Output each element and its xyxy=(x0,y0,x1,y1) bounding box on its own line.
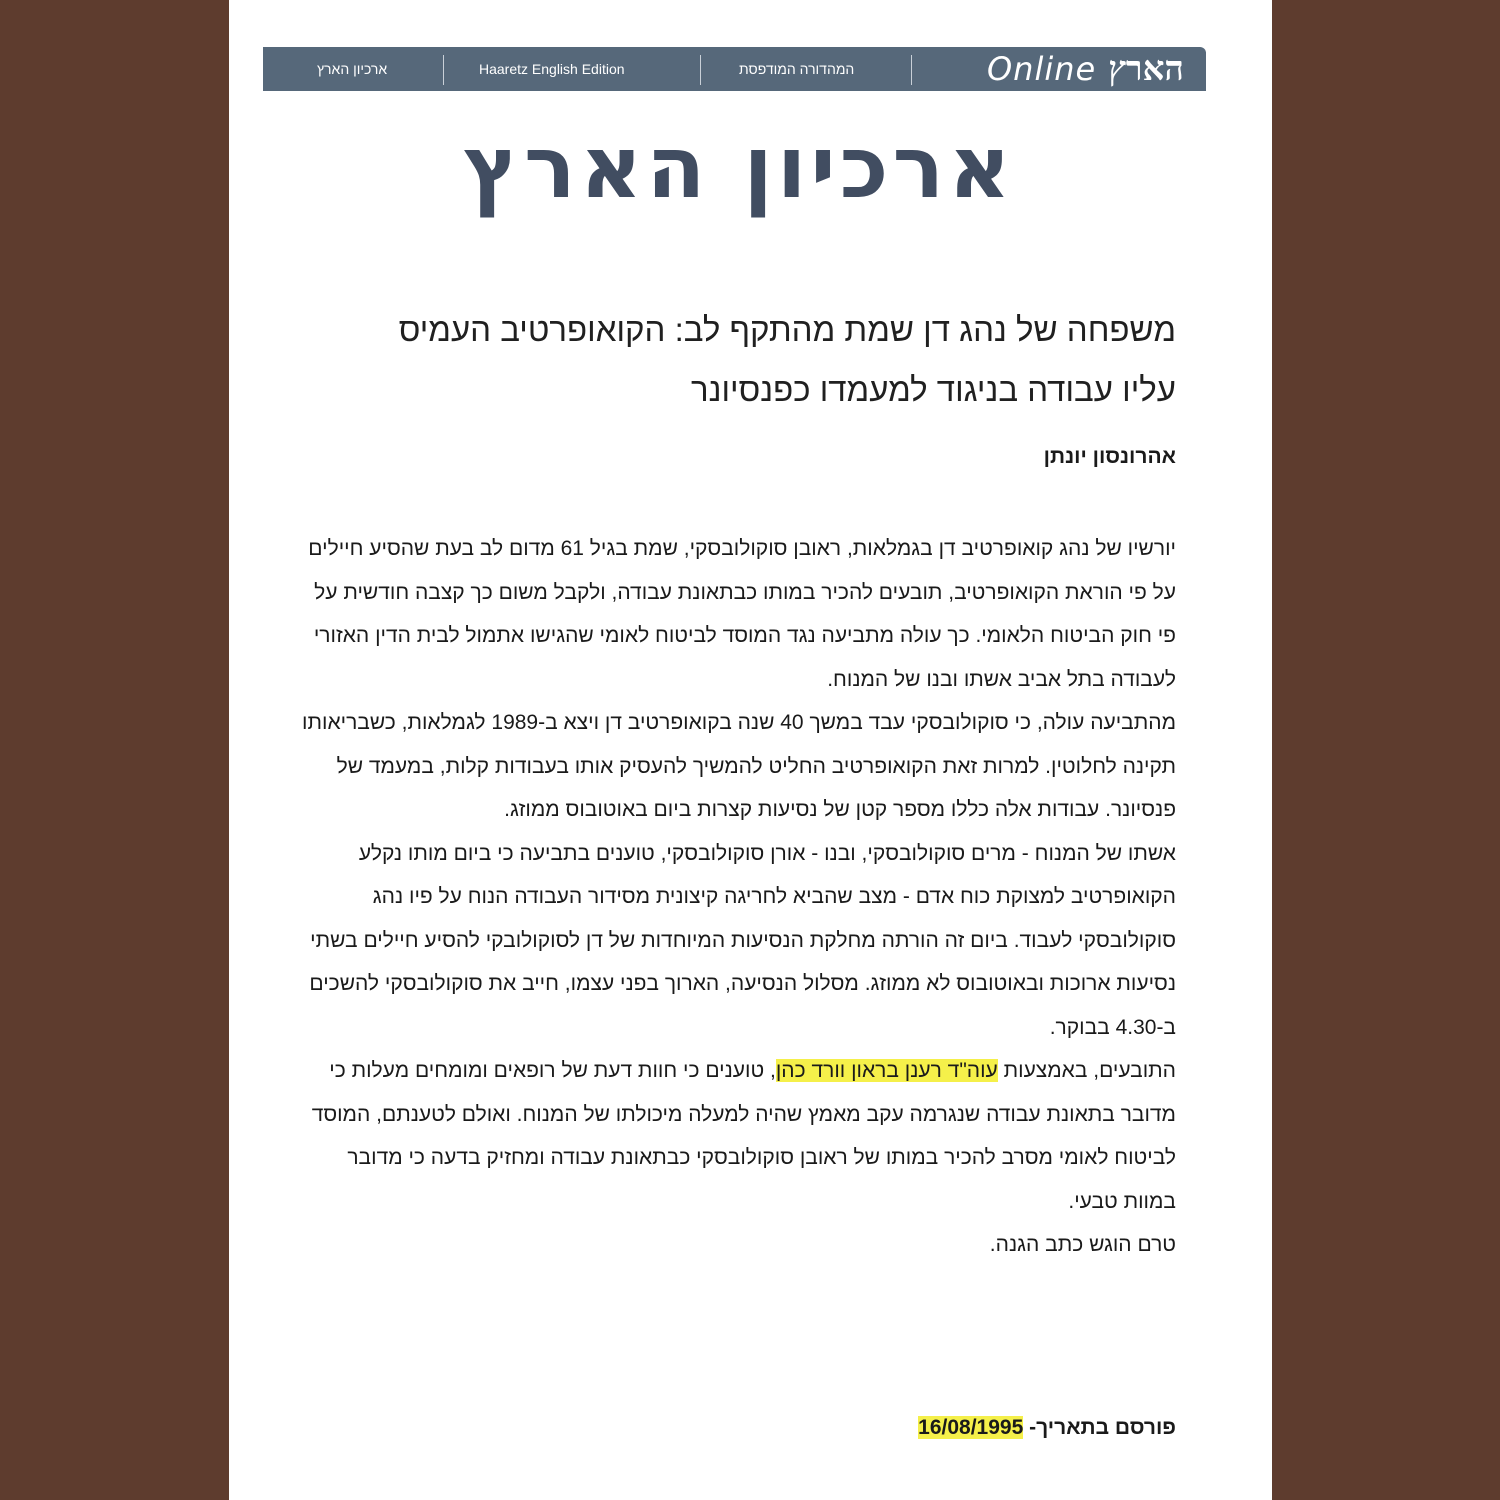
highlighted-lawyers: עוה"ד רענן בראון וורד כהן xyxy=(775,1059,998,1082)
nav-separator xyxy=(443,55,444,85)
article-paragraph: טרם הוגש כתב הגנה. xyxy=(989,1233,1176,1256)
published-label: פורסם בתאריך- xyxy=(1029,1416,1176,1439)
nav-link-archive[interactable]: ארכיון הארץ xyxy=(317,61,388,77)
article-paragraph: מהתביעה עולה, כי סוקולובסקי עבד במשך 40 שנה בקואופרטיב דן ויצא ב-1989 לגמלאות, כשבריאותו תקינה לחלוטין. למרות זאת הקואופרטיב החליט להמשיך להעסיק אותו בעבודות קלות, במעמד של פנסיונר. עבודות אלה כללו מספר קטן של נסיעות קצרות ביום באוטובוס ממוזג. xyxy=(302,711,1176,821)
published-date: 16/08/1995 xyxy=(918,1416,1024,1439)
article-headline xyxy=(316,300,1176,420)
paragraph-text: , טוענים כי חוות דעת של רופאים ומומחים מעלות כי מדובר בתאונת עבודה שנגרמה עקב מאמץ שהיה למעלה מיכולתו של המנוח. ואולם לטענתם, המוסד לביטוח לאומי מסרב להכיר במותו של ראובן סוקולובסקי כבתאונת עבודה ומחזיק בדעה כי מדובר במוות טבעי. xyxy=(311,1059,1176,1213)
nav-link-english-edition[interactable]: Haaretz English Edition xyxy=(479,61,625,77)
article-paragraph: אשתו של המנוח - מרים סוקולובסקי, ובנו - אורן סוקולובסקי, טוענים בתביעה כי ביום מותו נקלע הקואופרטיב למצוקת כוח אדם - מצב שהביא לחריגה קיצונית מסידור העבודה הנוח על פיו נהג סוקולובסקי לעבוד. ביום זה הורתה מחלקת הנסיעות המיוחדות של דן לסוקולובקי להסיע חיילים בשתי נסיעות ארוכות ובאוטובוס לא ממוזג. מסלול הנסיעה, הארוך בפני עצמו, חייב את סוקולובסקי להשכים ב-4.30 בבוקר. xyxy=(309,841,1176,1039)
nav-separator xyxy=(911,55,912,85)
published-date-line xyxy=(918,1416,1176,1440)
article-body xyxy=(296,527,1176,1267)
archive-title: ארכיון הארץ xyxy=(463,118,1015,218)
paragraph-text: התובעים, באמצעות xyxy=(997,1059,1176,1082)
headline-line: עליו עבודה בניגוד למעמדו כפנסיונר xyxy=(690,371,1176,408)
top-navigation-bar xyxy=(263,47,1206,91)
logo-brand-text: הארץ xyxy=(1108,49,1184,89)
article-paragraph: יורשיו של נהג קואופרטיב דן בגמלאות, ראובן סוקולובסקי, שמת בגיל 61 מדום לב בעת שהסיע חיילים על פי הוראת הקואופרטיב, תובעים להכיר במותו כבתאונת עבודה, ולקבל משום כך קצבה חודשית על פי חוק הביטוח הלאומי. כך עולה מתביעה נגד המוסד לביטוח לאומי שהגישו אתמול לבית הדין האזורי לעבודה בתל אביב אשתו ובנו של המנוח. xyxy=(308,537,1176,691)
article-paragraph xyxy=(296,1049,1176,1223)
haaretz-online-logo[interactable] xyxy=(987,47,1184,91)
headline-line: משפחה של נהג דן שמת מהתקף לב: הקואופרטיב העמיס xyxy=(398,311,1176,348)
logo-online-text: Online xyxy=(986,50,1097,88)
document-page xyxy=(229,0,1272,1500)
nav-separator xyxy=(700,55,701,85)
nav-link-print-edition[interactable]: המהדורה המודפסת xyxy=(739,61,855,77)
article-author: אהרונסון יונתן xyxy=(1043,445,1176,468)
